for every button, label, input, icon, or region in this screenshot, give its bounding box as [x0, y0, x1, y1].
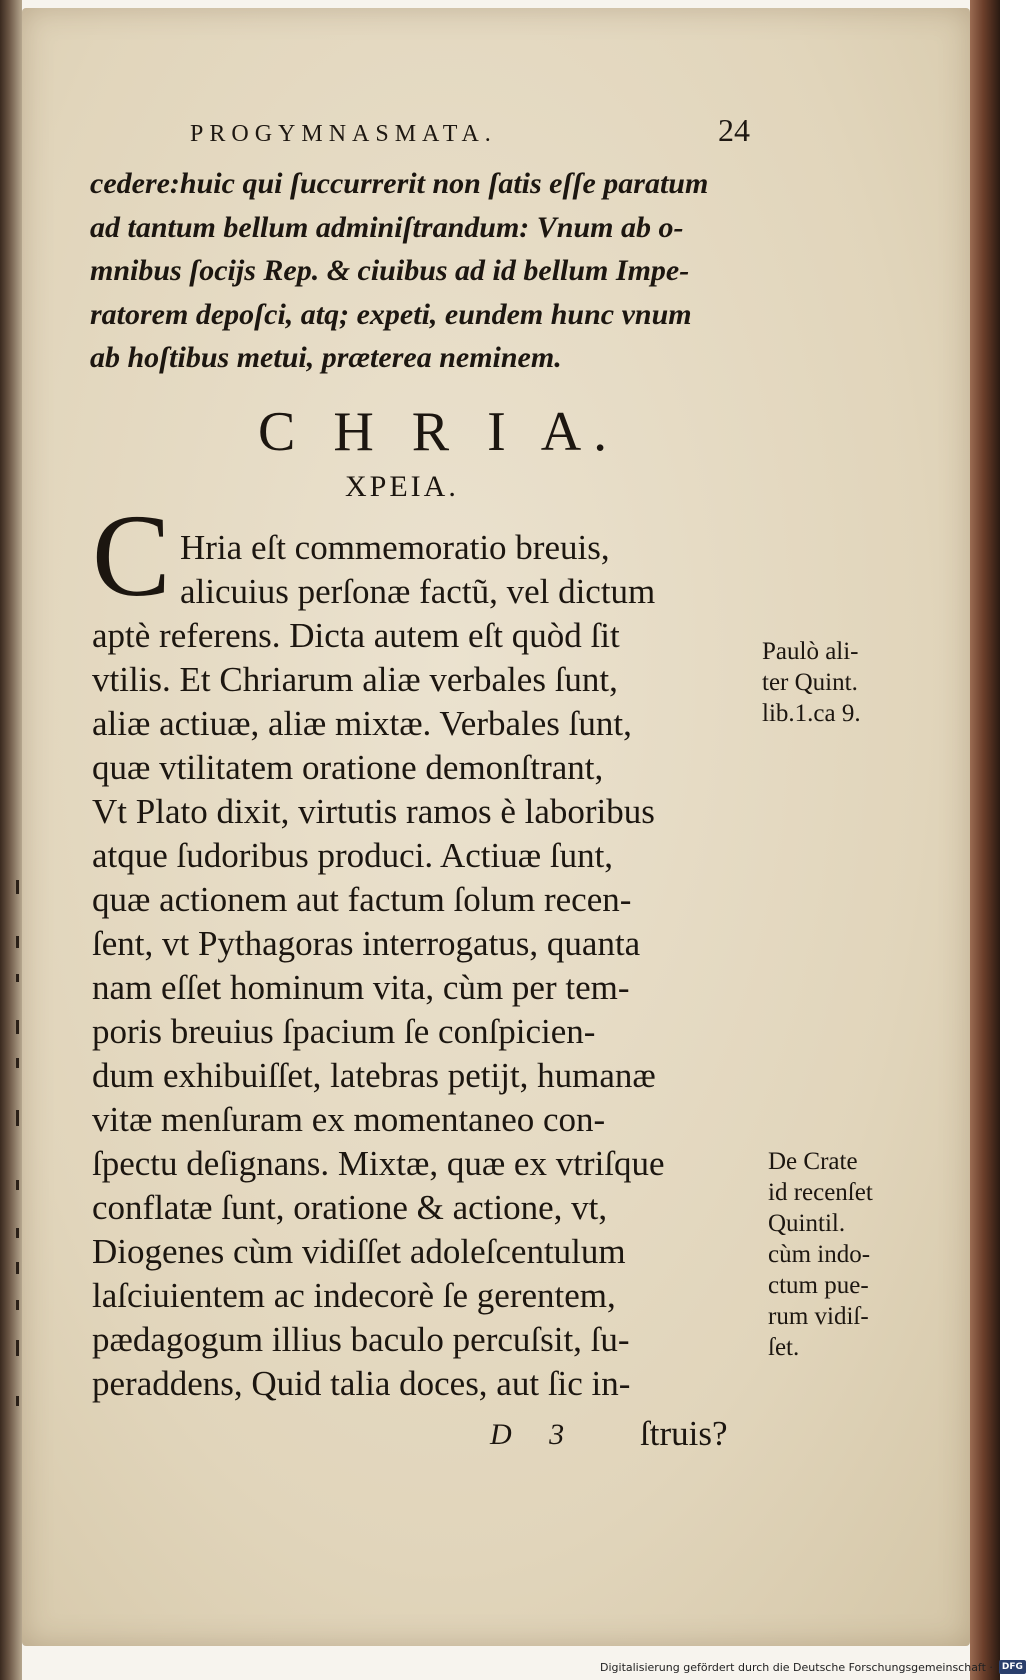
section-heading: C H R I A. [258, 401, 620, 463]
digitization-credit [600, 1658, 1026, 1676]
margin-note-line: Paulò ali- [762, 638, 859, 665]
body-line: peraddens, Quid talia doces, aut ſic in- [92, 1364, 631, 1403]
body-line: ſent, vt Pythagoras interrogatus, quanta [92, 924, 641, 963]
signature-mark: D 3 [490, 1418, 565, 1451]
body-line: poris breuius ſpacium ſe conſpicien- [92, 1012, 596, 1051]
italic-line: cedere:huic qui ſuccurrerit non ſatis eſſe paratum [90, 167, 709, 200]
body-line: Diogenes cùm vidiſſet adoleſcentulum [92, 1232, 626, 1271]
body-line: aptè referens. Dicta autem eſt quòd ſit [92, 616, 620, 655]
catchword: ſtruis? [640, 1414, 728, 1453]
margin-note-line: cùm indo- [768, 1241, 871, 1268]
body-line: vtilis. Et Chriarum aliæ verbales ſunt, [92, 660, 618, 699]
body-line: conflatæ ſunt, oratione & actione, vt, [92, 1188, 608, 1227]
italic-line: ad tantum bellum adminiſtrandum: Vnum ab o- [90, 210, 684, 244]
running-head [190, 112, 750, 152]
body-line: vitæ menſuram ex momentaneo con- [92, 1100, 606, 1139]
body-line: alicuius perſonæ factũ, vel dictum [180, 572, 656, 611]
body-line: Vt Plato dixit, virtutis ramos è laboribus [92, 792, 655, 831]
dfg-logo: DFG [999, 1660, 1026, 1674]
body-line: quæ vtilitatem oratione demonſtrant, [92, 748, 604, 787]
margin-note-line: lib.1.ca 9. [762, 700, 861, 727]
italic-paragraph [90, 162, 760, 380]
margin-note-line: De Crate [768, 1148, 858, 1175]
show-through-marks [8, 880, 28, 1440]
body-line: pædagogum illius baculo percuſsit, ſu- [92, 1320, 630, 1359]
margin-note-line: Quintil. [768, 1210, 846, 1237]
body-line: quæ actionem aut factum ſolum recen- [92, 880, 632, 919]
italic-line: ratorem depoſci, atq; expeti, eundem hunc vnum [90, 297, 692, 331]
running-title: PROGYMNASMATA. [190, 121, 497, 147]
page-number: 24 [718, 112, 750, 148]
book-fore-edge [970, 0, 1000, 1680]
body-line: nam eſſet hominum vita, cùm per tem- [92, 968, 630, 1007]
greek-subheading: XPEIA. [345, 470, 459, 503]
body-line: ſpectu deſignans. Mixtæ, quæ ex vtriſque [92, 1144, 665, 1183]
italic-line: ab hoſtibus metui, præterea neminem. [90, 341, 562, 374]
margin-note-line: ter Quint. [762, 669, 858, 696]
body-line: atque ſudoribus produci. Actiuæ ſunt, [92, 836, 614, 875]
margin-note-line: ſet. [768, 1334, 800, 1361]
body-line: laſciuientem ac indecorè ſe gerentem, [92, 1276, 616, 1315]
body-line: Hria eſt commemoratio breuis, [180, 528, 610, 567]
margin-note-line: ctum pue- [768, 1272, 869, 1299]
drop-cap: C [92, 490, 171, 621]
body-line: dum exhibuiſſet, latebras petijt, humanæ [92, 1056, 656, 1095]
margin-note-line: rum vidiſ- [768, 1303, 869, 1330]
margin-note-line: id recenſet [768, 1179, 873, 1206]
body-line: aliæ actiuæ, aliæ mixtæ. Verbales ſunt, [92, 704, 632, 743]
italic-line: mnibus ſocijs Rep. & ciuibus ad id bellum Impe- [90, 254, 690, 287]
credit-text: Digitalisierung gefördert durch die Deutsche Forschungsgemeinschaft · [600, 1660, 993, 1674]
